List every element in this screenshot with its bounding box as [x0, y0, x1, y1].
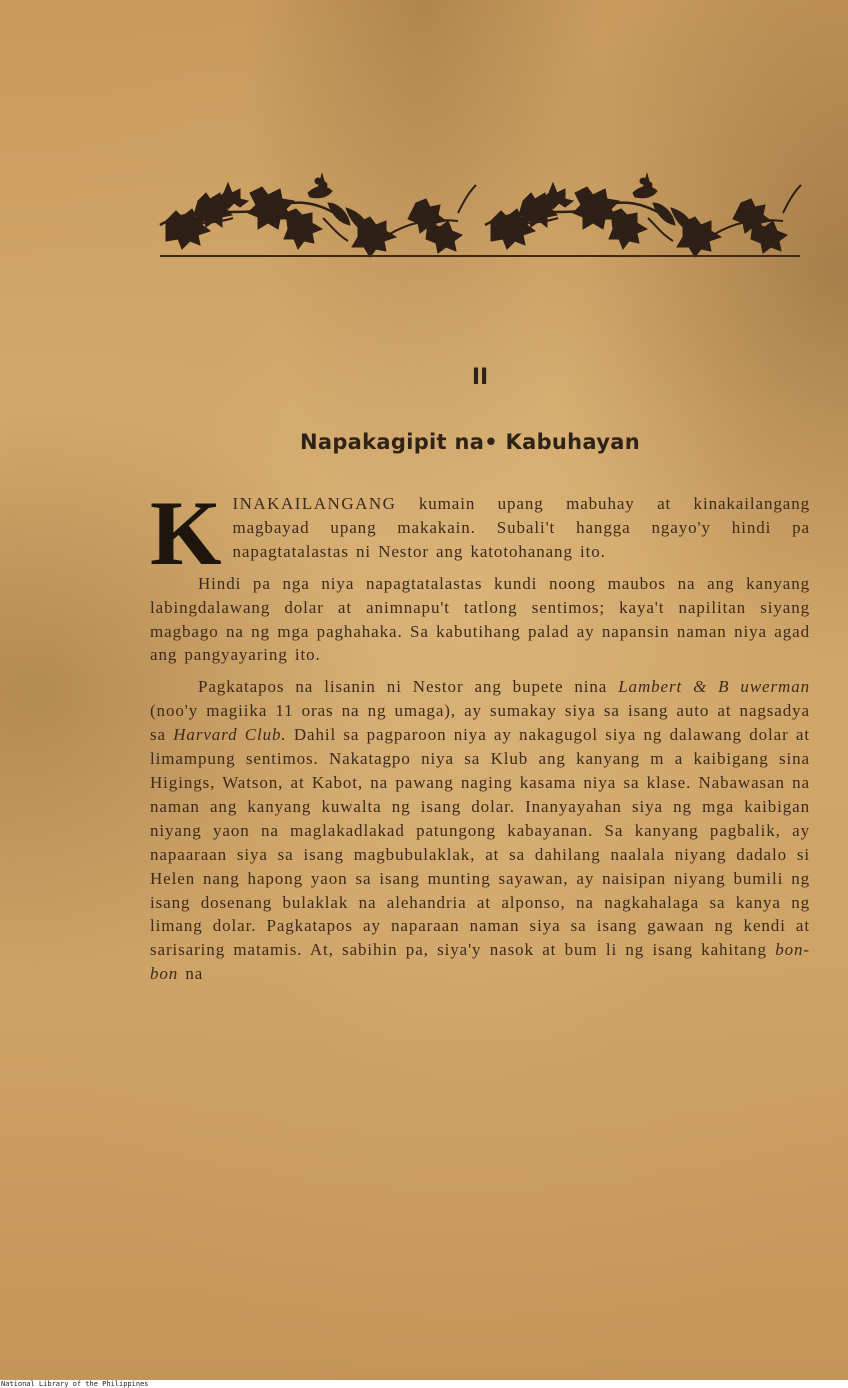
chapter-body [150, 482, 810, 994]
paragraph-3-text-b: (noo'y magiika 11 oras na ng umaga), ay sumakay siya sa isang auto at nagsadya sa [150, 701, 810, 745]
paragraph-3-text-a: Pagkatapos na lisanin ni Nestor ang bupete nina [198, 677, 619, 697]
paragraph-1 [150, 482, 810, 584]
firm-name: Lambert & B uwerman [618, 677, 810, 697]
chapter-number: II [471, 365, 489, 390]
chapter-title: Napakagipit na• Kabuhayan [300, 430, 640, 454]
paragraph-2: Hindi pa nga niya napagtatalastas kundi noong maubos na ang kanyang labingdalawang dolar at animnapu't tatlong sentimos; kaya't napilitan siyang magbago na ng mga paghahaka. Sa kabutihang palad ay napansin naman niya agad ang pangyayaring ito. [150, 573, 810, 665]
drop-cap: K [150, 482, 223, 584]
paragraph-3 [150, 675, 810, 986]
bonbon-word: bon-bon [150, 940, 810, 984]
holly-ornament-icon [158, 163, 803, 263]
club-name: Harvard Club. [173, 725, 287, 745]
paragraph-1-text: kumain upang mabuhay at kinakailangang magbayad upang makakain. Subali't hangga ngayo'y hindi pa napagtatalastas ni Nestor ang katotohanang ito. [232, 494, 810, 561]
chapter-rule [160, 255, 800, 257]
library-credit: National Library of the Philippines [0, 1380, 848, 1388]
paragraph-3-text-d: na [178, 964, 204, 984]
paragraph-3-text-c: Dahil sa pagparoon niya ay nakagugol siya ng dalawang dolar at limampung sentimos. Nakatagpo niya sa Klub ang kanyang m a kaibigang sina Higings, Watson, at Kabot, na pawang naging kasama niya sa klase. Nabawasan na naman ang kanyang kuwalta ng isang dolar. Inanyayahan siya ng mga kaibigan niyang yaon na maglakadlakad patungong kabayanan. Sa kanyang pagbalik, ay napaaraan siya sa isang magbubulaklak, at sa dahilang naalala niyang dadalo si Helen nang hapong yaon sa isang munting sayawan, ay naisipan niyang bumili ng isang dosenang bulaklak na alehandria at alponso, na nagkahalaga sa kanya ng limang dolar. Pagkatapos ay naparaan naman siya sa isang gawaan ng kendi at sarisaring matamis. At, sabihin pa, siya'y nasok at bum li ng isang kahitang [150, 725, 810, 960]
opening-word: INAKAILANGANG [232, 494, 397, 513]
